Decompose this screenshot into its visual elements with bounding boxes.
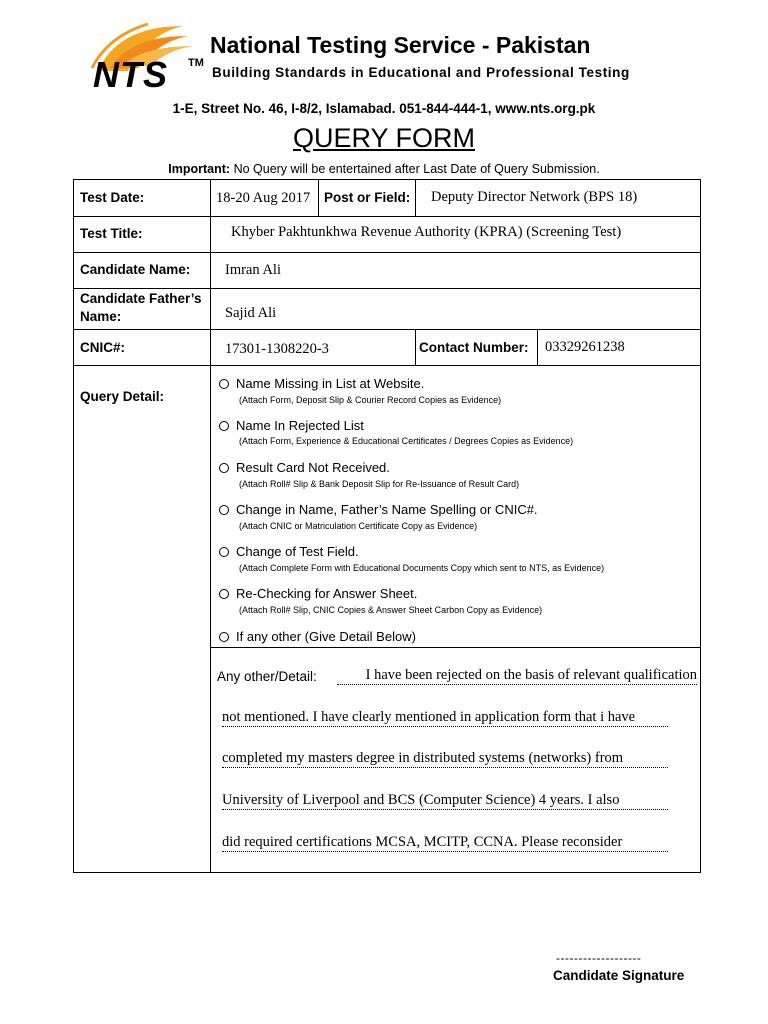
row-divider bbox=[74, 252, 700, 253]
option-rejected-list[interactable] bbox=[219, 418, 364, 433]
test-title-label: Test Title: bbox=[80, 226, 143, 241]
signature-line[interactable]: ------------------- bbox=[556, 951, 642, 965]
option-name-change[interactable] bbox=[219, 502, 538, 517]
option-note: (Attach Roll# Slip, CNIC Copies & Answer Sheet Carbon Copy as Evidence) bbox=[239, 605, 543, 615]
contact-number-label: Contact Number: bbox=[419, 340, 529, 355]
detail-line[interactable]: completed my masters degree in distributed systems (networks) from bbox=[222, 749, 668, 768]
option-other[interactable] bbox=[219, 629, 416, 644]
detail-line[interactable]: did required certifications MCSA, MCITP, CCNA. Please reconsider bbox=[222, 833, 668, 852]
option-label: If any other (Give Detail Below) bbox=[236, 629, 416, 644]
column-divider bbox=[210, 180, 211, 872]
radio-circle-icon[interactable] bbox=[219, 589, 229, 599]
option-note: (Attach CNIC or Matriculation Certificate Copy as Evidence) bbox=[239, 521, 478, 531]
org-name: National Testing Service - Pakistan bbox=[210, 32, 591, 58]
query-detail-label: Query Detail: bbox=[80, 389, 165, 404]
important-text: No Query will be entertained after Last Date of Query Submission. bbox=[230, 162, 600, 176]
option-name-missing[interactable] bbox=[219, 376, 424, 391]
cnic-value[interactable]: 17301-1308220-3 bbox=[225, 341, 329, 357]
detail-line[interactable]: I have been rejected on the basis of relevant qualification bbox=[337, 666, 697, 685]
row-divider bbox=[74, 216, 700, 217]
option-note: (Attach Roll# Slip & Bank Deposit Slip for Re-Issuance of Result Card) bbox=[239, 479, 520, 489]
test-date-value[interactable]: 18-20 Aug 2017 bbox=[216, 190, 311, 206]
option-rechecking[interactable] bbox=[219, 586, 417, 601]
option-note: (Attach Complete Form with Educational Documents Copy which sent to NTS, as Evidence) bbox=[239, 563, 605, 573]
row-divider bbox=[74, 288, 700, 289]
option-label: Name Missing in List at Website. bbox=[236, 376, 425, 391]
post-field-value[interactable]: Deputy Director Network (BPS 18) bbox=[431, 189, 638, 205]
candidate-name-label: Candidate Name: bbox=[80, 262, 191, 277]
test-date-label: Test Date: bbox=[80, 190, 145, 205]
option-test-field[interactable] bbox=[219, 544, 359, 559]
other-detail-label: Any other/Detail: bbox=[217, 669, 317, 684]
option-label: Change of Test Field. bbox=[236, 544, 359, 559]
contact-number-value[interactable]: 03329261238 bbox=[545, 339, 625, 355]
row-divider bbox=[211, 647, 700, 648]
option-note: (Attach Form, Deposit Slip & Courier Record Copies as Evidence) bbox=[239, 395, 502, 405]
option-result-card[interactable] bbox=[219, 460, 390, 475]
post-field-label: Post or Field: bbox=[324, 190, 411, 205]
org-tagline: Building Standards in Educational and Professional Testing bbox=[212, 65, 630, 80]
logo-text: NTS bbox=[93, 54, 168, 95]
important-notice bbox=[0, 162, 768, 176]
option-label: Name In Rejected List bbox=[236, 418, 364, 433]
option-label: Result Card Not Received. bbox=[236, 460, 390, 475]
row-divider bbox=[74, 329, 700, 330]
candidate-name-value[interactable]: Imran Ali bbox=[225, 262, 281, 278]
cnic-label: CNIC#: bbox=[80, 340, 126, 355]
radio-circle-icon[interactable] bbox=[219, 421, 229, 431]
row-divider bbox=[74, 365, 700, 366]
test-title-value[interactable]: Khyber Pakhtunkhwa Revenue Authority (KPRA) (Screening Test) bbox=[231, 224, 622, 240]
option-label: Change in Name, Father’s Name Spelling or CNIC#. bbox=[236, 502, 538, 517]
column-divider bbox=[537, 329, 538, 365]
detail-line[interactable]: not mentioned. I have clearly mentioned in application form that i have bbox=[222, 708, 668, 727]
radio-circle-icon[interactable] bbox=[219, 505, 229, 515]
signature-label: Candidate Signature bbox=[553, 968, 685, 983]
important-label: Important: bbox=[168, 162, 231, 176]
radio-circle-icon[interactable] bbox=[219, 547, 229, 557]
column-divider bbox=[415, 180, 416, 216]
detail-line[interactable]: University of Liverpool and BCS (Computer Science) 4 years. I also bbox=[222, 791, 668, 810]
column-divider bbox=[318, 180, 319, 216]
option-label: Re-Checking for Answer Sheet. bbox=[236, 586, 418, 601]
org-address: 1-E, Street No. 46, I-8/2, Islamabad. 051-844-444-1, www.nts.org.pk bbox=[172, 101, 596, 116]
radio-circle-icon[interactable] bbox=[219, 463, 229, 473]
radio-circle-icon[interactable] bbox=[219, 379, 229, 389]
option-note: (Attach Form, Experience & Educational Certificates / Degrees Copies as Evidence) bbox=[239, 436, 574, 446]
column-divider bbox=[415, 329, 416, 365]
form-title: QUERY FORM bbox=[292, 123, 476, 153]
logo-trademark: TM bbox=[188, 57, 204, 69]
father-name-value[interactable]: Sajid Ali bbox=[225, 305, 277, 321]
query-form-table bbox=[73, 179, 701, 873]
radio-circle-icon[interactable] bbox=[219, 632, 229, 642]
father-name-label: Candidate Father’s Name: bbox=[80, 291, 202, 324]
